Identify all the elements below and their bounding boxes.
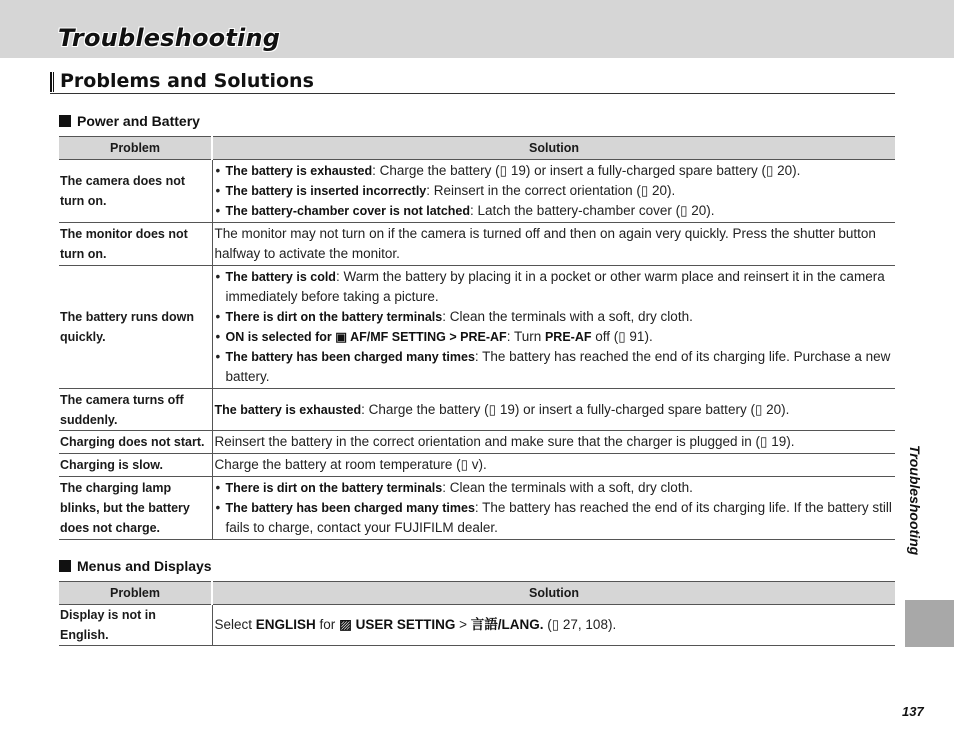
side-tab-marker: [905, 600, 954, 647]
section-marker: [50, 72, 54, 92]
solution-bullet: • The battery is inserted incorrectly: Reinsert in the correct orientation (▯ 20).: [215, 181, 896, 201]
table-row: [59, 266, 895, 389]
table-row: [59, 223, 895, 266]
problem-cell: The camera does not turn on.: [59, 160, 212, 223]
problem-cell: The battery runs down quickly.: [59, 266, 212, 389]
problem-cell: Display is not in English.: [59, 605, 212, 646]
solution-cell: Reinsert the battery in the correct orientation and make sure that the charger is plugged in (▯ 19).: [212, 431, 895, 454]
solution-cell: The monitor may not turn on if the camera is turned off and then on again very quickly. Press the shutter button halfway to activate the monitor.: [212, 223, 895, 266]
solution-bullet: • The battery has been charged many times: The battery has reached the end of its charging life. Purchase a new battery.: [215, 347, 896, 387]
table-row: [59, 431, 895, 454]
column-header-problem: Problem: [59, 582, 212, 605]
table-row: [59, 477, 895, 540]
solution-cell: The battery is exhausted: Charge the battery (▯ 19) or insert a fully-charged spare battery (▯ 20).: [212, 389, 895, 431]
table-row: [59, 160, 895, 223]
solution-cell: Charge the battery at room temperature (▯ v).: [212, 454, 895, 477]
square-bullet-icon: [59, 115, 71, 127]
solution-cell: [212, 477, 895, 540]
subsection-menus-displays: [59, 557, 212, 575]
subsection-power-battery: [59, 112, 200, 130]
table-header-row: [59, 582, 895, 605]
menus-displays-table: [59, 581, 895, 646]
table-row: [59, 389, 895, 431]
solution-bullet: • The battery is exhausted: Charge the battery (▯ 19) or insert a fully-charged spare battery (▯ 20).: [215, 161, 896, 181]
solution-cell: Select ENGLISH for ▨ USER SETTING > 言語/LANG. (▯ 27, 108).: [212, 605, 895, 646]
subsection-title: Power and Battery: [77, 113, 200, 129]
solution-bullet: • There is dirt on the battery terminals: Clean the terminals with a soft, dry cloth.: [215, 478, 896, 498]
subsection-title: Menus and Displays: [77, 558, 212, 574]
table-row: [59, 454, 895, 477]
table-header-row: [59, 137, 895, 160]
problem-cell: The camera turns off suddenly.: [59, 389, 212, 431]
solution-bullet: • The battery-chamber cover is not latched: Latch the battery-chamber cover (▯ 20).: [215, 201, 896, 221]
solution-cell: [212, 266, 895, 389]
page-number: 137: [902, 704, 924, 719]
column-header-solution: Solution: [212, 582, 895, 605]
problem-cell: The monitor does not turn on.: [59, 223, 212, 266]
solution-bullet: • The battery is cold: Warm the battery by placing it in a pocket or other warm place and reinsert it in the camera immediately before taking a picture.: [215, 267, 896, 307]
square-bullet-icon: [59, 560, 71, 572]
page-title: Troubleshooting: [58, 24, 281, 52]
column-header-problem: Problem: [59, 137, 212, 160]
power-battery-table: [59, 136, 895, 540]
problem-cell: Charging is slow.: [59, 454, 212, 477]
problem-cell: Charging does not start.: [59, 431, 212, 454]
table-row: [59, 605, 895, 646]
section-title: Problems and Solutions: [60, 70, 314, 92]
solution-bullet: • ON is selected for ▣ AF/MF SETTING > PRE-AF: Turn PRE-AF off (▯ 91).: [215, 327, 896, 347]
section-header: [50, 70, 895, 94]
solution-bullet: • There is dirt on the battery terminals: Clean the terminals with a soft, dry cloth.: [215, 307, 896, 327]
solution-bullet: • The battery has been charged many times: The battery has reached the end of its charging life. If the battery still fails to charge, contact your FUJIFILM dealer.: [215, 498, 896, 538]
solution-cell: [212, 160, 895, 223]
problem-cell: The charging lamp blinks, but the battery does not charge.: [59, 477, 212, 540]
side-tab-label: Troubleshooting: [907, 445, 923, 556]
column-header-solution: Solution: [212, 137, 895, 160]
